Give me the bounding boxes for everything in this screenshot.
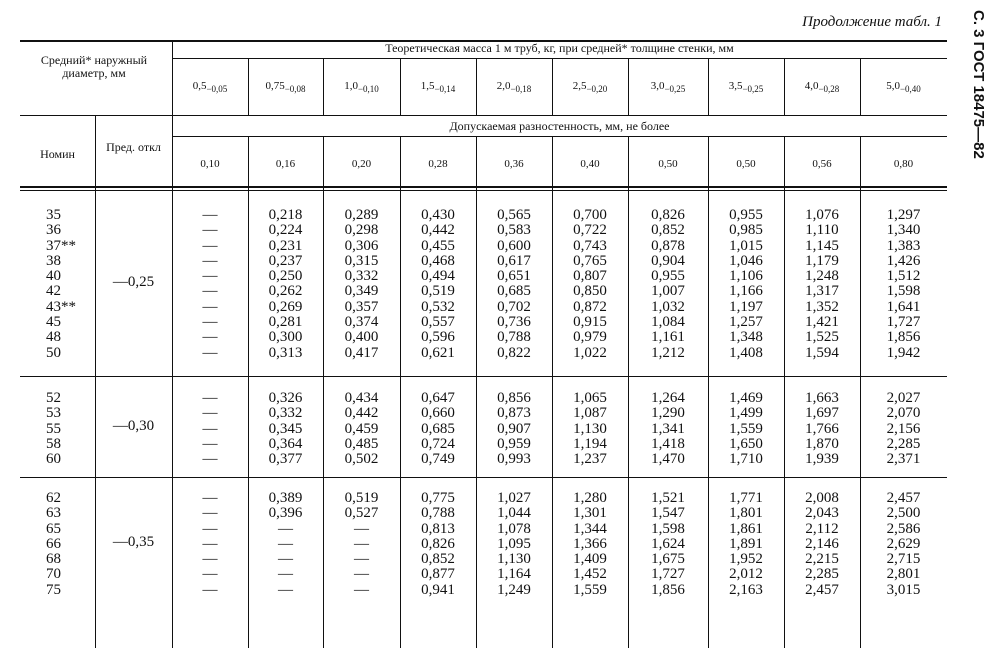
wall-difference-value: 0,16 [275, 158, 296, 170]
mass-value-column: 0,289 0,298 0,306 0,315 0,332 0,349 0,357 0,374 0,400 0,417 [344, 207, 379, 361]
wall-difference-value: 0,56 [812, 158, 832, 170]
mass-value-column: 0,326 0,332 0,345 0,364 0,377 [268, 390, 303, 468]
side-label [967, 10, 989, 190]
wall-thickness-header [400, 80, 476, 96]
wall-difference-value: 0,28 [428, 158, 448, 170]
nominal-diameter-list: 62 63 65 66 68 70 75 [46, 490, 61, 598]
header-tolerance: Пред. откл [106, 140, 161, 154]
mass-value-column: 2,027 2,070 2,156 2,285 2,371 [886, 390, 921, 468]
wall-thickness-deviation: −0,18 [510, 84, 532, 95]
wall-thickness-deviation: −0,05 [206, 84, 228, 95]
wall-difference-value: 0,50 [658, 158, 678, 170]
mass-value-column: 0,955 0,985 1,015 1,046 1,106 1,166 1,197 1,257 1,348 1,408 [729, 207, 763, 361]
mass-value-column: 0,775 0,788 0,813 0,826 0,852 0,877 0,941 [421, 490, 455, 598]
wall-thickness-base: 2,5 [572, 80, 587, 92]
header-theoretical-mass: Теоретическая масса 1 м труб, кг, при средней* толщине стенки, мм [385, 41, 734, 55]
wall-difference-value: 0,50 [736, 158, 756, 170]
wall-thickness-header [784, 80, 860, 96]
header-outer-diameter: Средний* наружный диаметр, мм [40, 53, 148, 80]
wall-thickness-base: 3,5 [728, 80, 743, 92]
mass-value-column: 0,700 0,722 0,743 0,765 0,807 0,850 0,872 0,915 0,979 1,022 [573, 207, 607, 361]
side-label-text: С. 3 ГОСТ 18475—82 [970, 10, 987, 159]
wall-thickness-deviation: −0,14 [434, 84, 456, 95]
mass-value-column: 0,434 0,442 0,459 0,485 0,502 [344, 390, 379, 468]
tolerance-value: —0,35 [112, 533, 155, 550]
mass-value-column: 1,264 1,290 1,341 1,418 1,470 [651, 390, 685, 468]
mass-value-column: — — — — — — — [202, 490, 218, 598]
mass-value-column: 0,430 0,442 0,455 0,468 0,494 0,519 0,532 0,557 0,596 0,621 [421, 207, 455, 361]
wall-thickness-deviation: −0,10 [357, 84, 379, 95]
wall-thickness-header [708, 80, 784, 96]
wall-thickness-base: 1,5 [420, 80, 435, 92]
mass-value-column: — — — — — — — — — — [202, 207, 218, 361]
group-rule [20, 477, 947, 478]
wall-thickness-base: 1,0 [344, 80, 358, 92]
wall-thickness-base: 2,0 [496, 80, 511, 92]
mass-value-column: 1,027 1,044 1,078 1,095 1,130 1,164 1,249 [497, 490, 531, 598]
wall-difference-value: 0,36 [504, 158, 524, 170]
mass-value-column: 1,065 1,087 1,130 1,194 1,237 [573, 390, 607, 468]
wall-thickness-header [552, 80, 628, 96]
column-rule [95, 115, 96, 648]
continuation-caption: Продолжение табл. 1 [802, 14, 942, 30]
mass-value-column: 1,521 1,547 1,598 1,624 1,675 1,727 1,856 [651, 490, 685, 598]
table-top-rule [20, 40, 947, 42]
wall-thickness-base: 3,0 [650, 80, 665, 92]
nominal-diameter-list: 52 53 55 58 60 [46, 390, 61, 468]
mass-value-column: 1,469 1,499 1,559 1,650 1,710 [729, 390, 763, 468]
nominal-diameter-list: 35 36 37** 38 40 42 43** 45 48 50 [46, 207, 76, 361]
wall-thickness-header [323, 80, 400, 96]
wall-difference-value: 0,80 [893, 158, 914, 170]
mass-value-column: 0,389 0,396 — — — — — [268, 490, 303, 598]
mass-value-column: 0,565 0,583 0,600 0,617 0,651 0,685 0,702 0,736 0,788 0,822 [497, 207, 531, 361]
wall-thickness-header [628, 80, 708, 96]
mass-value-column: 1,076 1,110 1,145 1,179 1,248 1,317 1,352 1,421 1,525 1,594 [805, 207, 839, 361]
header-nominal: Номин [40, 147, 75, 161]
mass-value-column: 2,008 2,043 2,112 2,146 2,215 2,285 2,457 [805, 490, 839, 598]
header-left-rule [20, 115, 172, 116]
group-rule [20, 376, 947, 377]
mass-value-column: 1,280 1,301 1,344 1,366 1,409 1,452 1,559 [573, 490, 607, 598]
tolerance-value: —0,30 [112, 418, 155, 435]
header-mid-rule [172, 115, 947, 116]
header-bottom-rule [20, 186, 947, 188]
mass-value-column: 1,663 1,697 1,766 1,870 1,939 [805, 390, 839, 468]
wall-thickness-base: 0,75 [265, 80, 285, 92]
tolerance-value: —0,25 [112, 273, 155, 290]
mass-value-column: 1,771 1,801 1,861 1,891 1,952 2,012 2,163 [729, 490, 763, 598]
mass-value-column: 0,519 0,527 — — — — — [344, 490, 379, 598]
mass-value-column: 0,856 0,873 0,907 0,959 0,993 [497, 390, 531, 468]
header-permissible-difference: Допускаемая разностенность, мм, не более [449, 119, 670, 133]
wall-difference-value: 0,40 [580, 158, 600, 170]
header-bottom-rule [20, 190, 947, 191]
wall-thickness-deviation: −0,28 [818, 84, 840, 95]
wall-difference-value: 0,20 [351, 158, 372, 170]
wall-thickness-header [860, 80, 947, 96]
mass-value-column: 1,297 1,340 1,383 1,426 1,512 1,598 1,641 1,727 1,856 1,942 [886, 207, 921, 361]
wall-thickness-deviation: −0,08 [284, 84, 306, 95]
data-table [20, 40, 947, 648]
mass-value-column: 0,826 0,852 0,878 0,904 0,955 1,007 1,032 1,084 1,161 1,212 [651, 207, 685, 361]
wall-thickness-base: 4,0 [804, 80, 819, 92]
mass-value-column: 0,218 0,224 0,231 0,237 0,250 0,262 0,269 0,281 0,300 0,313 [268, 207, 303, 361]
wall-thickness-header [172, 80, 248, 96]
wall-thickness-header [476, 80, 552, 96]
wall-thickness-deviation: −0,25 [742, 84, 764, 95]
mass-value-column: 0,647 0,660 0,685 0,724 0,749 [421, 390, 455, 468]
mass-value-column: — — — — — [202, 390, 218, 468]
header-mid-rule [172, 58, 947, 59]
wall-thickness-header [248, 80, 323, 96]
header-mid-rule [172, 136, 947, 137]
wall-thickness-deviation: −0,40 [899, 84, 921, 95]
wall-thickness-base: 5,0 [886, 80, 900, 92]
wall-difference-value: 0,10 [200, 158, 220, 170]
wall-thickness-base: 0,5 [192, 80, 207, 92]
wall-thickness-deviation: −0,20 [586, 84, 608, 95]
wall-thickness-deviation: −0,25 [664, 84, 686, 95]
mass-value-column: 2,457 2,500 2,586 2,629 2,715 2,801 3,015 [886, 490, 921, 598]
